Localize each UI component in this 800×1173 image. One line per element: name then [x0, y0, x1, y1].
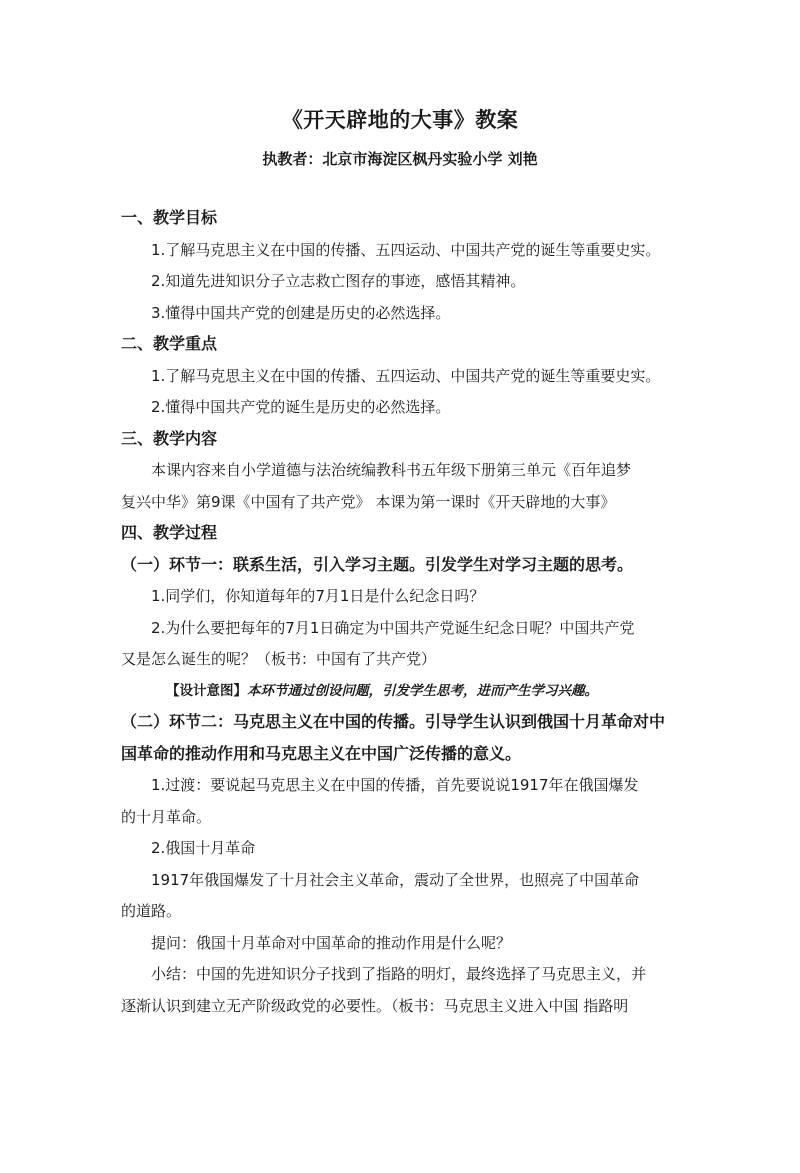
stage-2-summary-line-1: 小结：中国的先进知识分子找到了指路的明灯，最终选择了马克思主义，并 [151, 965, 647, 983]
content-paragraph-line-1: 本课内容来自小学道德与法治统编教科书五年级下册第三单元《百年追梦 [151, 461, 632, 479]
design-note-text: 本环节通过创设问题，引发学生思考，进而产生学习兴趣。 [247, 683, 598, 699]
document-author: 执教者：北京市海淀区枫丹实验小学 刘艳 [262, 150, 538, 168]
stage-2-item-2: 2.俄国十月革命 [151, 839, 256, 857]
focus-item-2: 2.懂得中国共产党的诞生是历史的必然选择。 [151, 398, 451, 416]
stage-2-paragraph-line-1: 1917年俄国爆发了十月社会主义革命，震动了全世界，也照亮了中国革命 [151, 871, 640, 889]
goal-item-2: 2.知道先进知识分子立志救亡图存的事迹，感悟其精神。 [151, 272, 526, 290]
goal-item-3: 3.懂得中国共产党的创建是历史的必然选择。 [151, 304, 451, 322]
section-heading-focus: 二、教学重点 [121, 334, 218, 353]
document-title: 《开天辟地的大事》教案 [281, 108, 519, 132]
stage-2-item-1-line-2: 的十月革命。 [121, 808, 212, 826]
stage-2-paragraph-line-2: 的道路。 [121, 902, 182, 920]
section-heading-content: 三、教学内容 [121, 429, 218, 448]
focus-item-1: 1.了解马克思主义在中国的传播、五四运动、中国共产党的诞生等重要史实。 [151, 367, 661, 385]
stage-2-question: 提问：俄国十月革命对中国革命的推动作用是什么呢？ [151, 934, 512, 952]
design-note [166, 681, 598, 701]
stage-1-item-2-line-2: 又是怎么诞生的呢？（板书：中国有了共产党） [121, 650, 437, 668]
stage-1-item-2-line-1: 2.为什么要把每年的7月1日确定为中国共产党诞生纪念日呢？中国共产党 [151, 619, 635, 637]
stage-1-item-1: 1.同学们，你知道每年的7月1日是什么纪念日吗？ [151, 587, 485, 605]
goal-item-1: 1.了解马克思主义在中国的传播、五四运动、中国共产党的诞生等重要史实。 [151, 241, 661, 259]
stage-2-heading-line-2: 国革命的推动作用和马克思主义在中国广泛传播的意义。 [121, 744, 522, 763]
design-note-tag: 【设计意图】 [166, 683, 247, 699]
content-paragraph-line-2: 复兴中华》第9课《中国有了共产党》 本课为第一课时《开天辟地的大事》 [121, 493, 616, 511]
section-heading-goals: 一、教学目标 [121, 208, 218, 227]
section-heading-process: 四、教学过程 [121, 523, 218, 542]
stage-2-item-1-line-1: 1.过渡：要说起马克思主义在中国的传播，首先要说说1917年在俄国爆发 [151, 776, 639, 794]
stage-2-summary-line-2: 逐渐认识到建立无产阶级政党的必要性。（板书：马克思主义进入中国 指路明 [121, 997, 629, 1015]
stage-1-heading: （一）环节一：联系生活，引入学习主题。引发学生对学习主题的思考。 [121, 555, 634, 574]
stage-2-heading-line-1: （二）环节二：马克思主义在中国的传播。引导学生认识到俄国十月革命对中 [121, 712, 666, 731]
